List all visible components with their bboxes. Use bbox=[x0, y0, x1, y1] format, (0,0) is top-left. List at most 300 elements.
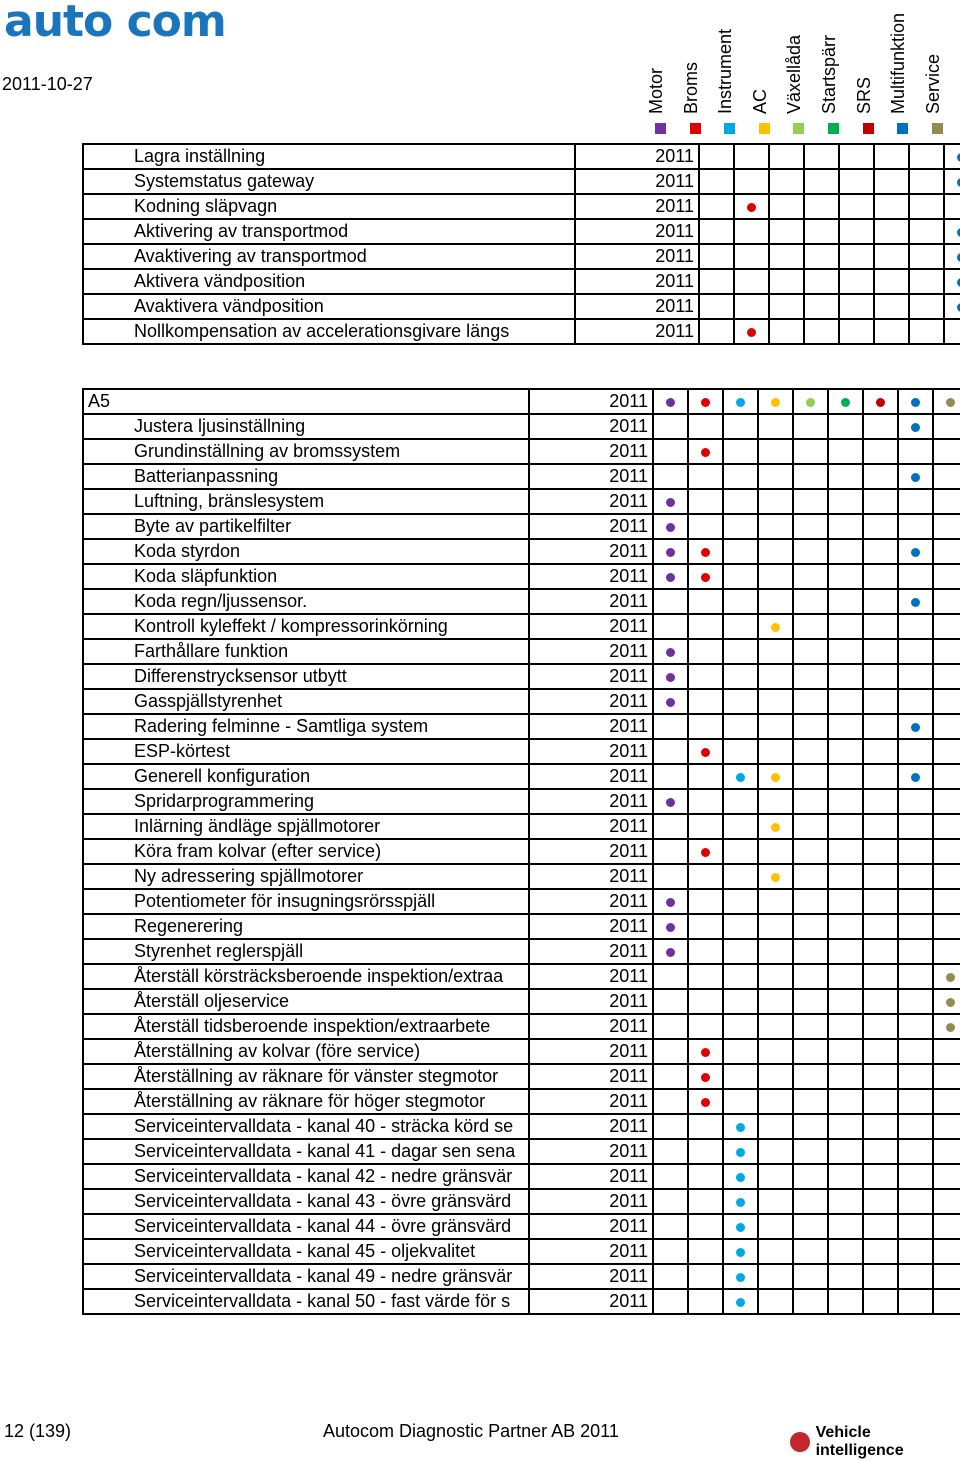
cell-startsparr bbox=[874, 269, 909, 294]
procedure-name: Systemstatus gateway bbox=[83, 169, 575, 194]
procedure-name: Koda släpfunktion bbox=[83, 564, 529, 589]
cell-startsparr bbox=[874, 169, 909, 194]
procedure-year: 2011 bbox=[575, 244, 699, 269]
cell-multifunktion bbox=[898, 814, 933, 839]
cell-broms bbox=[688, 489, 723, 514]
cell-vaxellada bbox=[793, 539, 828, 564]
legend-square-startsparr bbox=[828, 123, 839, 134]
cell-motor bbox=[653, 789, 688, 814]
cell-instrument bbox=[723, 714, 758, 739]
cell-service bbox=[933, 564, 960, 589]
table-row bbox=[83, 514, 960, 539]
cell-broms bbox=[734, 269, 769, 294]
cell-vaxellada bbox=[793, 764, 828, 789]
cell-ac bbox=[758, 1189, 793, 1214]
cell-multifunktion bbox=[898, 989, 933, 1014]
cell-vaxellada bbox=[793, 614, 828, 639]
cell-motor bbox=[653, 764, 688, 789]
table-row bbox=[83, 219, 960, 244]
table-row bbox=[83, 144, 960, 169]
cell-instrument bbox=[723, 639, 758, 664]
dot-motor bbox=[666, 798, 675, 807]
dot-broms bbox=[701, 1073, 710, 1082]
procedure-year: 2011 bbox=[529, 714, 653, 739]
procedure-year: 2011 bbox=[529, 1289, 653, 1314]
table-row bbox=[83, 989, 960, 1014]
dot-instrument bbox=[736, 1273, 745, 1282]
cell-broms bbox=[688, 1039, 723, 1064]
cell-ac bbox=[758, 389, 793, 414]
procedure-name: Aktivering av transportmod bbox=[83, 219, 575, 244]
procedure-name: Differenstrycksensor utbytt bbox=[83, 664, 529, 689]
table-row bbox=[83, 1289, 960, 1314]
column-header-label: Motor bbox=[646, 67, 666, 114]
cell-startsparr bbox=[828, 839, 863, 864]
cell-startsparr bbox=[828, 1139, 863, 1164]
cell-vaxellada bbox=[793, 589, 828, 614]
dot-ac bbox=[771, 773, 780, 782]
cell-multifunktion bbox=[898, 839, 933, 864]
cell-service bbox=[933, 1239, 960, 1264]
cell-broms bbox=[688, 814, 723, 839]
cell-startsparr bbox=[828, 1164, 863, 1189]
table-row bbox=[83, 814, 960, 839]
dot-instrument bbox=[736, 1148, 745, 1157]
dot-service bbox=[946, 398, 955, 407]
procedure-year: 2011 bbox=[575, 294, 699, 319]
cell-startsparr bbox=[828, 939, 863, 964]
cell-srs bbox=[909, 219, 944, 244]
cell-ac bbox=[804, 194, 839, 219]
table-row bbox=[83, 194, 960, 219]
dot-service bbox=[946, 1023, 955, 1032]
cell-multifunktion bbox=[944, 319, 960, 344]
cell-ac bbox=[758, 1239, 793, 1264]
table-row bbox=[83, 1139, 960, 1164]
cell-broms bbox=[688, 539, 723, 564]
cell-ac bbox=[804, 219, 839, 244]
cell-instrument bbox=[723, 439, 758, 464]
cell-service bbox=[933, 1014, 960, 1039]
cell-motor bbox=[653, 939, 688, 964]
cell-ac bbox=[758, 539, 793, 564]
cell-broms bbox=[688, 1189, 723, 1214]
procedure-year: 2011 bbox=[529, 1189, 653, 1214]
cell-ac bbox=[758, 764, 793, 789]
cell-multifunktion bbox=[898, 639, 933, 664]
dot-multifunktion bbox=[911, 398, 920, 407]
cell-instrument bbox=[723, 664, 758, 689]
table-row bbox=[83, 689, 960, 714]
cell-instrument bbox=[769, 219, 804, 244]
table-row bbox=[83, 839, 960, 864]
cell-startsparr bbox=[828, 614, 863, 639]
procedure-name: Grundinställning av bromssystem bbox=[83, 439, 529, 464]
procedure-name: Serviceintervalldata - kanal 43 - övre gränsvärd bbox=[83, 1189, 529, 1214]
cell-vaxellada bbox=[793, 1014, 828, 1039]
procedure-name: Serviceintervalldata - kanal 41 - dagar sen sena bbox=[83, 1139, 529, 1164]
procedure-year: 2011 bbox=[575, 144, 699, 169]
cell-srs bbox=[863, 964, 898, 989]
column-header-label: AC bbox=[749, 88, 770, 114]
cell-vaxellada bbox=[793, 739, 828, 764]
table-row bbox=[83, 464, 960, 489]
cell-ac bbox=[758, 914, 793, 939]
cell-srs bbox=[863, 839, 898, 864]
dot-service bbox=[946, 998, 955, 1007]
procedure-name: Spridarprogrammering bbox=[83, 789, 529, 814]
cell-srs bbox=[863, 714, 898, 739]
cell-instrument bbox=[769, 319, 804, 344]
procedure-year: 2011 bbox=[529, 664, 653, 689]
cell-srs bbox=[863, 1214, 898, 1239]
cell-multifunktion bbox=[944, 269, 960, 294]
cell-ac bbox=[758, 689, 793, 714]
cell-startsparr bbox=[828, 1264, 863, 1289]
procedure-year: 2011 bbox=[529, 1139, 653, 1164]
column-header-ac bbox=[751, 0, 785, 114]
cell-ac bbox=[758, 589, 793, 614]
cell-srs bbox=[909, 294, 944, 319]
dot-motor bbox=[666, 523, 675, 532]
cell-vaxellada bbox=[793, 889, 828, 914]
cell-instrument bbox=[723, 764, 758, 789]
cell-service bbox=[933, 689, 960, 714]
cell-vaxellada bbox=[793, 689, 828, 714]
cell-ac bbox=[804, 319, 839, 344]
cell-service bbox=[933, 514, 960, 539]
cell-startsparr bbox=[828, 414, 863, 439]
cell-vaxellada bbox=[793, 464, 828, 489]
cell-ac bbox=[758, 814, 793, 839]
cell-service bbox=[933, 989, 960, 1014]
table-row bbox=[83, 1039, 960, 1064]
dot-instrument bbox=[736, 1248, 745, 1257]
table-row bbox=[83, 294, 960, 319]
procedure-year: 2011 bbox=[529, 1014, 653, 1039]
cell-instrument bbox=[723, 864, 758, 889]
table-row bbox=[83, 539, 960, 564]
cell-motor bbox=[653, 964, 688, 989]
table-row bbox=[83, 714, 960, 739]
table-row bbox=[83, 269, 960, 294]
cell-broms bbox=[688, 1014, 723, 1039]
procedure-year: 2011 bbox=[529, 439, 653, 464]
cell-motor bbox=[699, 319, 734, 344]
cell-motor bbox=[699, 169, 734, 194]
cell-srs bbox=[863, 514, 898, 539]
cell-ac bbox=[758, 739, 793, 764]
cell-service bbox=[933, 914, 960, 939]
cell-motor bbox=[653, 1064, 688, 1089]
cell-vaxellada bbox=[839, 169, 874, 194]
cell-broms bbox=[688, 989, 723, 1014]
cell-instrument bbox=[723, 839, 758, 864]
procedure-year: 2011 bbox=[575, 319, 699, 344]
cell-ac bbox=[758, 414, 793, 439]
cell-srs bbox=[863, 639, 898, 664]
cell-instrument bbox=[769, 194, 804, 219]
cell-broms bbox=[688, 1089, 723, 1114]
dot-motor bbox=[666, 898, 675, 907]
cell-vaxellada bbox=[793, 814, 828, 839]
cell-multifunktion bbox=[944, 294, 960, 319]
procedure-name: Återställning av kolvar (före service) bbox=[83, 1039, 529, 1064]
cell-startsparr bbox=[828, 889, 863, 914]
cell-vaxellada bbox=[793, 989, 828, 1014]
column-header-label: Instrument bbox=[715, 28, 736, 114]
dot-ac bbox=[771, 398, 780, 407]
cell-service bbox=[933, 389, 960, 414]
table-row bbox=[83, 639, 960, 664]
column-header-label: Broms bbox=[680, 61, 701, 114]
cell-startsparr bbox=[828, 639, 863, 664]
cell-multifunktion bbox=[898, 1139, 933, 1164]
cell-srs bbox=[863, 914, 898, 939]
table-row bbox=[83, 614, 960, 639]
cell-motor bbox=[653, 389, 688, 414]
cell-ac bbox=[758, 514, 793, 539]
cell-ac bbox=[758, 889, 793, 914]
cell-srs bbox=[863, 1264, 898, 1289]
cell-startsparr bbox=[828, 1089, 863, 1114]
cell-service bbox=[933, 1089, 960, 1114]
cell-ac bbox=[758, 614, 793, 639]
cell-motor bbox=[653, 739, 688, 764]
cell-startsparr bbox=[874, 194, 909, 219]
column-header-label: Växellåda bbox=[784, 34, 805, 114]
column-header-motor bbox=[647, 0, 681, 114]
cell-ac bbox=[758, 1139, 793, 1164]
cell-multifunktion bbox=[898, 414, 933, 439]
procedure-name: Koda regn/ljussensor. bbox=[83, 589, 529, 614]
cell-instrument bbox=[723, 414, 758, 439]
cell-startsparr bbox=[828, 1014, 863, 1039]
table-row bbox=[83, 1014, 960, 1039]
cell-motor bbox=[653, 1289, 688, 1314]
cell-service bbox=[933, 889, 960, 914]
cell-broms bbox=[688, 1164, 723, 1189]
dot-instrument bbox=[736, 1223, 745, 1232]
column-header-srs bbox=[855, 0, 889, 114]
dot-srs bbox=[876, 398, 885, 407]
procedure-year: 2011 bbox=[529, 1039, 653, 1064]
cell-ac bbox=[758, 1289, 793, 1314]
cell-instrument bbox=[723, 1289, 758, 1314]
cell-multifunktion bbox=[898, 789, 933, 814]
procedure-name: Återställning av räknare för höger stegmotor bbox=[83, 1089, 529, 1114]
dot-broms bbox=[701, 573, 710, 582]
cell-srs bbox=[863, 614, 898, 639]
legend-square-instrument bbox=[724, 123, 735, 134]
footer-brand: Vehicle intelligence bbox=[815, 1424, 904, 1459]
cell-service bbox=[933, 1114, 960, 1139]
cell-ac bbox=[804, 169, 839, 194]
cell-instrument bbox=[723, 814, 758, 839]
cell-service bbox=[933, 814, 960, 839]
cell-srs bbox=[909, 269, 944, 294]
procedure-name: Aktivera vändposition bbox=[83, 269, 575, 294]
cell-srs bbox=[863, 1239, 898, 1264]
dot-multifunktion bbox=[911, 548, 920, 557]
procedure-year: 2011 bbox=[529, 864, 653, 889]
table-row bbox=[83, 1264, 960, 1289]
cell-srs bbox=[863, 564, 898, 589]
cell-broms bbox=[688, 1214, 723, 1239]
cell-vaxellada bbox=[793, 714, 828, 739]
procedure-name: Generell konfiguration bbox=[83, 764, 529, 789]
cell-instrument bbox=[723, 1064, 758, 1089]
legend-square-ac bbox=[759, 123, 770, 134]
cell-broms bbox=[734, 219, 769, 244]
cell-instrument bbox=[723, 1139, 758, 1164]
procedure-name: Avaktivering av transportmod bbox=[83, 244, 575, 269]
cell-multifunktion bbox=[898, 514, 933, 539]
cell-startsparr bbox=[828, 564, 863, 589]
procedure-name: Lagra inställning bbox=[83, 144, 575, 169]
cell-vaxellada bbox=[793, 514, 828, 539]
procedure-name: Luftning, bränslesystem bbox=[83, 489, 529, 514]
cell-vaxellada bbox=[793, 639, 828, 664]
cell-vaxellada bbox=[793, 1089, 828, 1114]
cell-motor bbox=[653, 489, 688, 514]
cell-startsparr bbox=[828, 489, 863, 514]
procedure-name: Farthållare funktion bbox=[83, 639, 529, 664]
procedure-year: 2011 bbox=[529, 1114, 653, 1139]
cell-startsparr bbox=[828, 389, 863, 414]
cell-multifunktion bbox=[898, 889, 933, 914]
dot-broms bbox=[701, 548, 710, 557]
cell-multifunktion bbox=[898, 564, 933, 589]
table-row bbox=[83, 1064, 960, 1089]
cell-service bbox=[933, 764, 960, 789]
cell-srs bbox=[863, 1089, 898, 1114]
cell-instrument bbox=[723, 1039, 758, 1064]
cell-multifunktion bbox=[898, 1239, 933, 1264]
cell-srs bbox=[863, 414, 898, 439]
cell-motor bbox=[653, 1039, 688, 1064]
dot-motor bbox=[666, 573, 675, 582]
cell-motor bbox=[653, 1264, 688, 1289]
cell-broms bbox=[688, 1264, 723, 1289]
dot-broms bbox=[747, 328, 756, 337]
procedure-name: ESP-körtest bbox=[83, 739, 529, 764]
cell-srs bbox=[863, 1064, 898, 1089]
cell-instrument bbox=[723, 1214, 758, 1239]
procedure-name: Koda styrdon bbox=[83, 539, 529, 564]
cell-vaxellada bbox=[793, 1289, 828, 1314]
cell-multifunktion bbox=[944, 219, 960, 244]
cell-instrument bbox=[723, 964, 758, 989]
cell-broms bbox=[734, 294, 769, 319]
cell-instrument bbox=[723, 914, 758, 939]
cell-vaxellada bbox=[839, 219, 874, 244]
cell-motor bbox=[653, 839, 688, 864]
dot-broms bbox=[701, 398, 710, 407]
cell-broms bbox=[688, 889, 723, 914]
table-row bbox=[83, 889, 960, 914]
page-number: 12 (139) bbox=[4, 1421, 72, 1441]
cell-motor bbox=[653, 714, 688, 739]
cell-motor bbox=[699, 194, 734, 219]
dot-ac bbox=[771, 623, 780, 632]
cell-motor bbox=[699, 294, 734, 319]
cell-srs bbox=[909, 319, 944, 344]
cell-vaxellada bbox=[839, 319, 874, 344]
cell-ac bbox=[758, 439, 793, 464]
table-row bbox=[83, 764, 960, 789]
cell-motor bbox=[653, 514, 688, 539]
procedure-year: 2011 bbox=[529, 764, 653, 789]
cell-vaxellada bbox=[793, 964, 828, 989]
legend-square-multifunktion bbox=[897, 123, 908, 134]
cell-ac bbox=[758, 839, 793, 864]
dot-motor bbox=[666, 948, 675, 957]
cell-vaxellada bbox=[839, 144, 874, 169]
cell-srs bbox=[863, 939, 898, 964]
cell-instrument bbox=[723, 689, 758, 714]
cell-broms bbox=[688, 1114, 723, 1139]
cell-startsparr bbox=[828, 1114, 863, 1139]
dot-motor bbox=[666, 648, 675, 657]
cell-srs bbox=[863, 589, 898, 614]
cell-srs bbox=[863, 864, 898, 889]
column-header-label: SRS bbox=[853, 76, 874, 114]
cell-vaxellada bbox=[793, 1164, 828, 1189]
cell-startsparr bbox=[828, 864, 863, 889]
cell-startsparr bbox=[828, 1039, 863, 1064]
cell-ac bbox=[758, 564, 793, 589]
procedure-name: Återställ oljeservice bbox=[83, 989, 529, 1014]
cell-startsparr bbox=[874, 319, 909, 344]
cell-multifunktion bbox=[898, 664, 933, 689]
cell-instrument bbox=[723, 1239, 758, 1264]
cell-broms bbox=[688, 1289, 723, 1314]
cell-broms bbox=[688, 939, 723, 964]
procedure-name: Nollkompensation av accelerationsgivare längs bbox=[83, 319, 575, 344]
cell-multifunktion bbox=[944, 144, 960, 169]
cell-srs bbox=[863, 1189, 898, 1214]
procedure-year: 2011 bbox=[529, 814, 653, 839]
cell-motor bbox=[653, 439, 688, 464]
cell-broms bbox=[688, 464, 723, 489]
column-header-multifunktion bbox=[889, 0, 923, 114]
cell-srs bbox=[909, 169, 944, 194]
cell-instrument bbox=[723, 614, 758, 639]
cell-multifunktion bbox=[898, 1289, 933, 1314]
cell-motor bbox=[653, 464, 688, 489]
dot-instrument bbox=[736, 1198, 745, 1207]
procedure-name: Serviceintervalldata - kanal 45 - oljekvalitet bbox=[83, 1239, 529, 1264]
cell-srs bbox=[863, 789, 898, 814]
cell-srs bbox=[909, 244, 944, 269]
cell-service bbox=[933, 414, 960, 439]
dot-startsparr bbox=[841, 398, 850, 407]
procedure-name: Återställ tidsberoende inspektion/extraarbete bbox=[83, 1014, 529, 1039]
dot-motor bbox=[666, 698, 675, 707]
cell-srs bbox=[863, 1164, 898, 1189]
cell-service bbox=[933, 939, 960, 964]
cell-multifunktion bbox=[898, 1089, 933, 1114]
cell-startsparr bbox=[874, 144, 909, 169]
vi-logo-icon bbox=[790, 1432, 810, 1452]
cell-ac bbox=[758, 989, 793, 1014]
vehicle-intelligence-logo bbox=[790, 1424, 960, 1460]
cell-ac bbox=[804, 144, 839, 169]
column-header-broms bbox=[682, 0, 716, 114]
cell-motor bbox=[699, 269, 734, 294]
cell-motor bbox=[653, 589, 688, 614]
